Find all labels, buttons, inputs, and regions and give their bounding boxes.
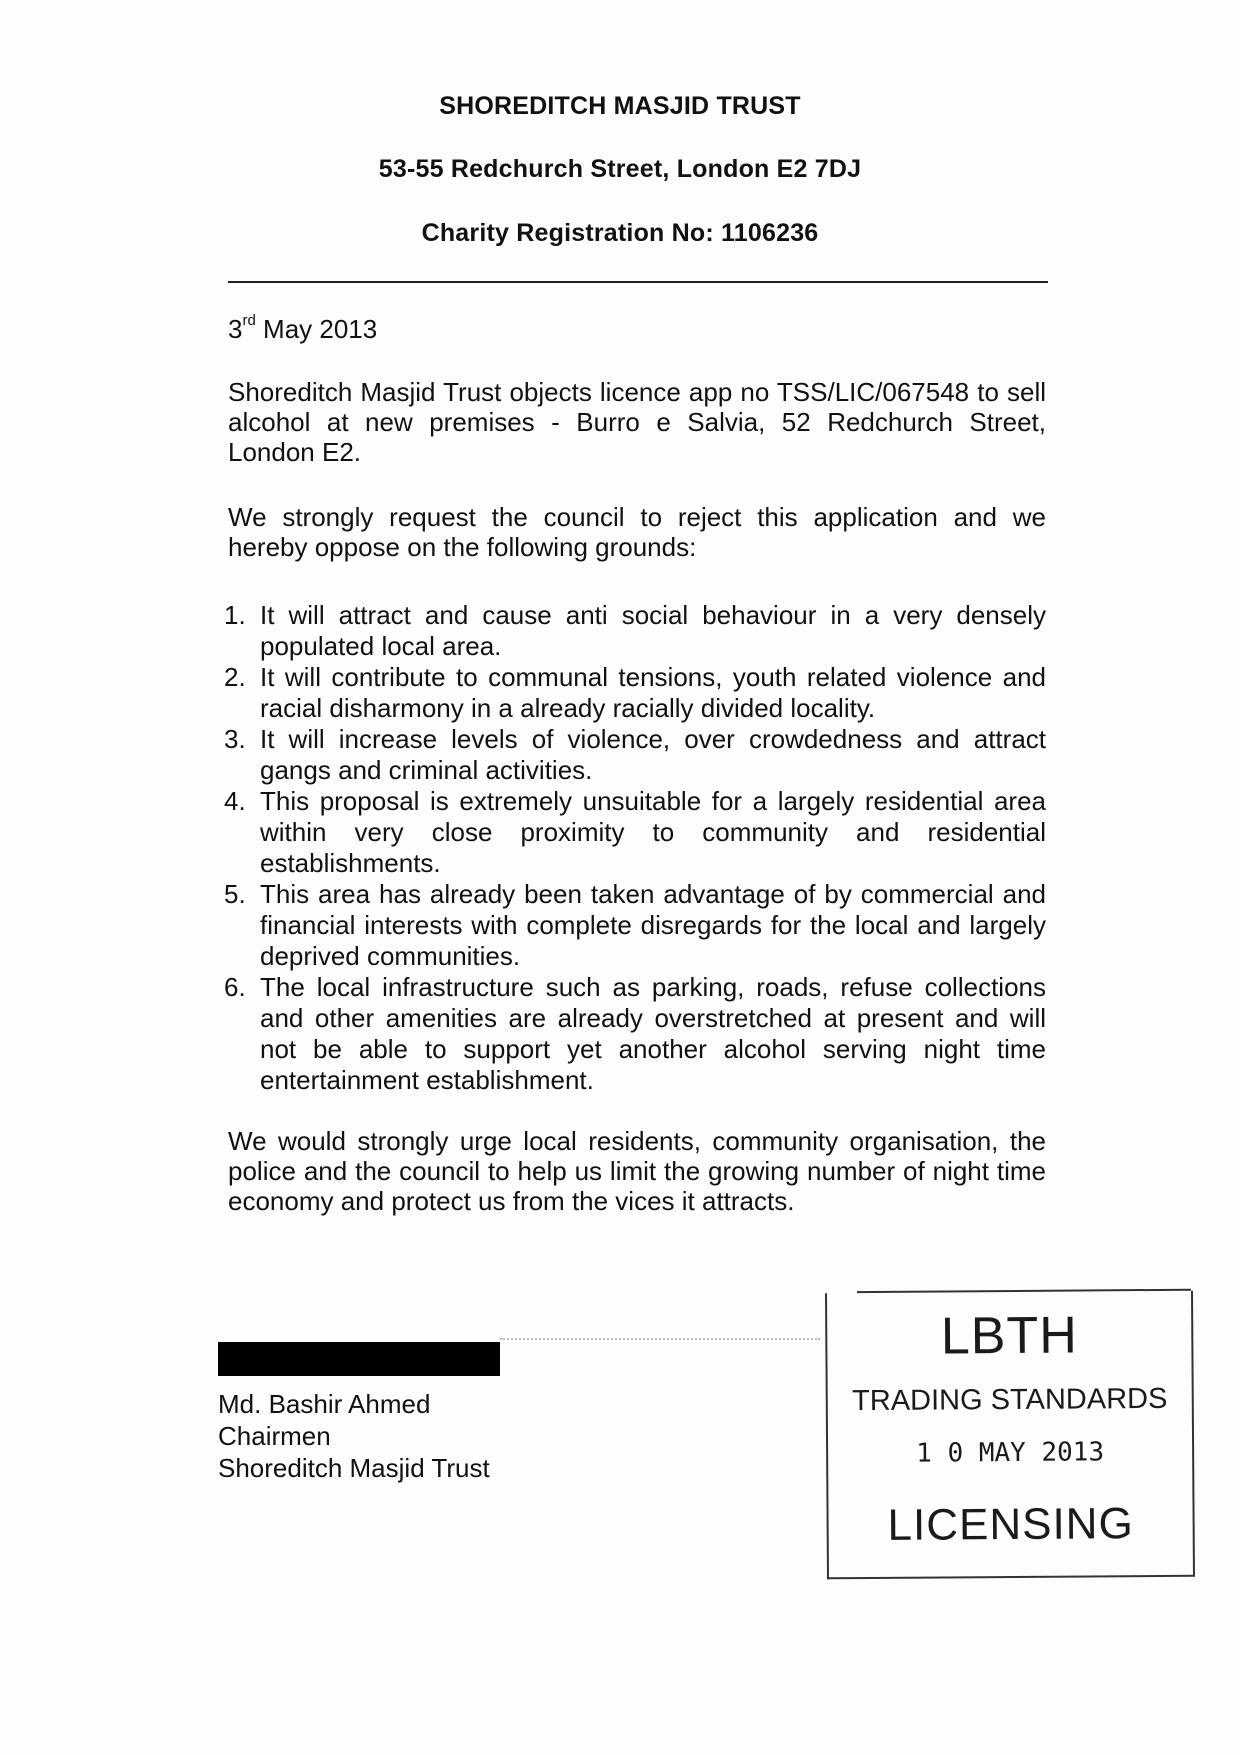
ground-number: 6. [224,972,246,1002]
signatory-organisation: Shoreditch Masjid Trust [218,1453,490,1483]
charity-registration: Charity Registration No: 1106236 [421,219,819,247]
stamp-date: 1 0 MAY 2013 [916,1437,1105,1469]
org-address: 53-55 Redchurch Street, London E2 7DJ [378,155,862,183]
grounds-list [218,600,1046,1096]
stamp-licensing: LICENSING [887,1499,1134,1550]
ground-text: The local infrastructure such as parking, roads, refuse collections and other amenities are already overstretched at present and will not be able to support yet another alcohol serving night time entertainment establishment. [260,972,1046,1095]
header-divider [228,281,1048,283]
signature-block [218,1388,490,1484]
signatory-role: Chairmen [218,1421,331,1451]
closing-paragraph: We would strongly urge local residents, community organisation, the police and the council to help us limit the growing number of night time economy and protect us from the vices it attracts. [228,1126,1046,1216]
ground-text: It will increase levels of violence, over crowdedness and attract gangs and criminal activities. [260,724,1046,785]
ground-item-5 [218,879,1046,972]
date-rest: May 2013 [255,314,378,344]
date-day: 3 [228,314,243,344]
signature-dotted-line [500,1338,820,1340]
intro-paragraph: Shoreditch Masjid Trust objects licence app no TSS/LIC/067548 to sell alcohol at new premises - Burro e Salvia, 52 Redchurch Street, London E2. [228,377,1046,467]
ground-text: This proposal is extremely unsuitable for a largely residential area within very close proximity to community and residential establishments. [260,786,1046,878]
ground-text: It will contribute to communal tensions, youth related violence and racial disharmony in a already racially divided locality. [260,662,1046,723]
ground-number: 4. [224,786,246,816]
stamp-lbth: LBTH [940,1306,1078,1366]
ground-item-1 [218,600,1046,662]
ground-number: 2. [224,662,246,692]
stamp-top-border [857,1289,1191,1293]
org-name-heading: SHOREDITCH MASJID TRUST [439,92,801,120]
date-suffix: rd [242,312,256,329]
ground-text: It will attract and cause anti social behaviour in a very densely populated local area. [260,600,1046,661]
ground-item-4 [218,786,1046,879]
ground-item-2 [218,662,1046,724]
signatory-name: Md. Bashir Ahmed [218,1389,431,1419]
redacted-signature [218,1342,500,1376]
ground-number: 5. [224,879,246,909]
ground-item-3 [218,724,1046,786]
ground-number: 1. [224,600,246,630]
received-stamp [825,1291,1195,1580]
request-paragraph: We strongly request the council to reject this application and we hereby oppose on the following grounds: [228,502,1046,562]
ground-item-6 [218,972,1046,1096]
ground-number: 3. [224,724,246,754]
letter-date [228,314,377,345]
ground-text: This area has already been taken advantage of by commercial and financial interests with complete disregards for the local and largely deprived communities. [260,879,1046,971]
stamp-trading-standards: TRADING STANDARDS [852,1382,1168,1418]
